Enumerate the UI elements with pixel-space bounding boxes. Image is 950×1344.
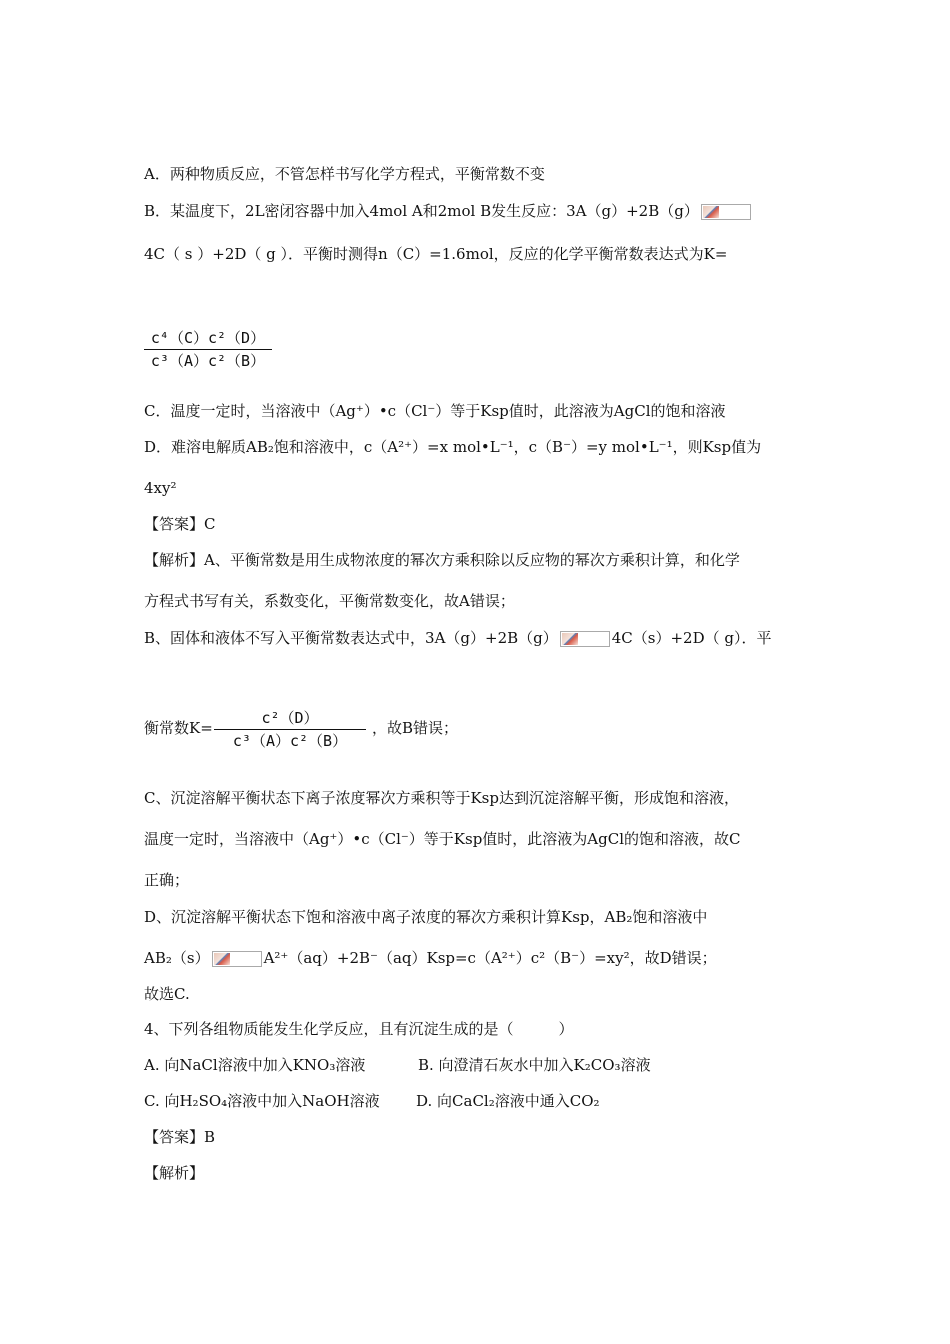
reversible-arrow-image [212,951,262,967]
q3-option-b-line1 [144,201,753,221]
q3-option-a: A．两种物质反应，不管怎样书写化学方程式，平衡常数不变 [144,165,545,183]
fraction-denominator: c³（A）c²（B） [150,352,266,370]
equilibrium-fraction-b [144,327,272,372]
q3-option-d-line1: D．难溶电解质AB₂饱和溶液中，c（A²⁺）=x mol•L⁻¹，c（B⁻）=y mol•L⁻¹，则Ksp值为 [144,438,762,456]
q3-option-c: C．温度一定时，当溶液中（Ag⁺）•c（Cl⁻）等于Ksp值时，此溶液为AgCl的饱和溶液 [144,402,726,420]
q3-analysis-line5: C、沉淀溶解平衡状态下离子浓度幂次方乘积等于Ksp达到沉淀溶解平衡，形成饱和溶液， [144,789,739,807]
q3-analysis-line9 [144,948,717,968]
q4-option-a: A. 向NaCl溶液中加入KNO₃溶液 [144,1056,366,1074]
q3-option-b-text: B．某温度下，2L密闭容器中加入4mol A和2mol B发生反应：3A（g）+2B（g） [144,202,699,220]
q3-analysis-line4b: ，故B错误； [372,719,459,737]
q4-option-d: D. 向CaCl₂溶液中通入CO₂ [416,1092,600,1110]
q3-analysis-line3-text: B、固体和液体不写入平衡常数表达式中，3A（g）+2B（g） [144,629,558,647]
q3-analysis-line3 [144,628,771,648]
q4-analysis: 【解析】 [144,1164,205,1182]
fraction-numerator: c²（D） [261,709,319,727]
q4-option-b: B. 向澄清石灰水中加入K₂CO₃溶液 [418,1056,651,1074]
q4-option-c: C. 向H₂SO₄溶液中加入NaOH溶液 [144,1092,380,1110]
fraction-numerator: c⁴（C）c²（D） [150,329,266,347]
q3-analysis-line8: D、沉淀溶解平衡状态下饱和溶液中离子浓度的幂次方乘积计算Ksp，AB₂饱和溶液中 [144,908,708,926]
q3-analysis-line6: 温度一定时，当溶液中（Ag⁺）•c（Cl⁻）等于Ksp值时，此溶液为AgCl的饱和溶液，故C [144,830,741,848]
fraction-denominator: c³（A）c²（B） [232,732,348,750]
reversible-arrow-image [560,631,610,647]
q3-analysis-line3-tail: 4C（s）+2D（ g）．平 [611,629,772,647]
q4-stem: 4、下列各组物质能发生化学反应，且有沉淀生成的是（ ） [144,1020,574,1038]
q3-analysis-line9-text: AB₂（s） [144,949,210,967]
q3-analysis-line9-tail: A²⁺（aq）+2B⁻（aq）Ksp=c（A²⁺）c²（B⁻）=xy²，故D错误； [263,949,717,967]
q3-analysis-line7: 正确； [144,871,190,889]
q3-answer: 【答案】C [144,515,216,533]
reversible-arrow-image [701,204,751,220]
q3-analysis-line4a: 衡常数K= [144,719,213,737]
q3-analysis-line1: 【解析】A、平衡常数是用生成物浓度的幂次方乘积除以反应物的幂次方乘积计算，和化学 [144,551,740,569]
q3-analysis-line10: 故选C. [144,985,190,1003]
q3-option-d-line2: 4xy² [144,479,177,497]
q3-analysis-line2: 方程式书写有关，系数变化，平衡常数变化，故A错误； [144,592,515,610]
q3-option-b-line2: 4C（ s ）+2D（ g ）．平衡时测得n（C）=1.6mol，反应的化学平衡常数表达式为K= [144,245,728,263]
equilibrium-fraction-k [214,707,366,752]
q4-answer: 【答案】B [144,1128,216,1146]
